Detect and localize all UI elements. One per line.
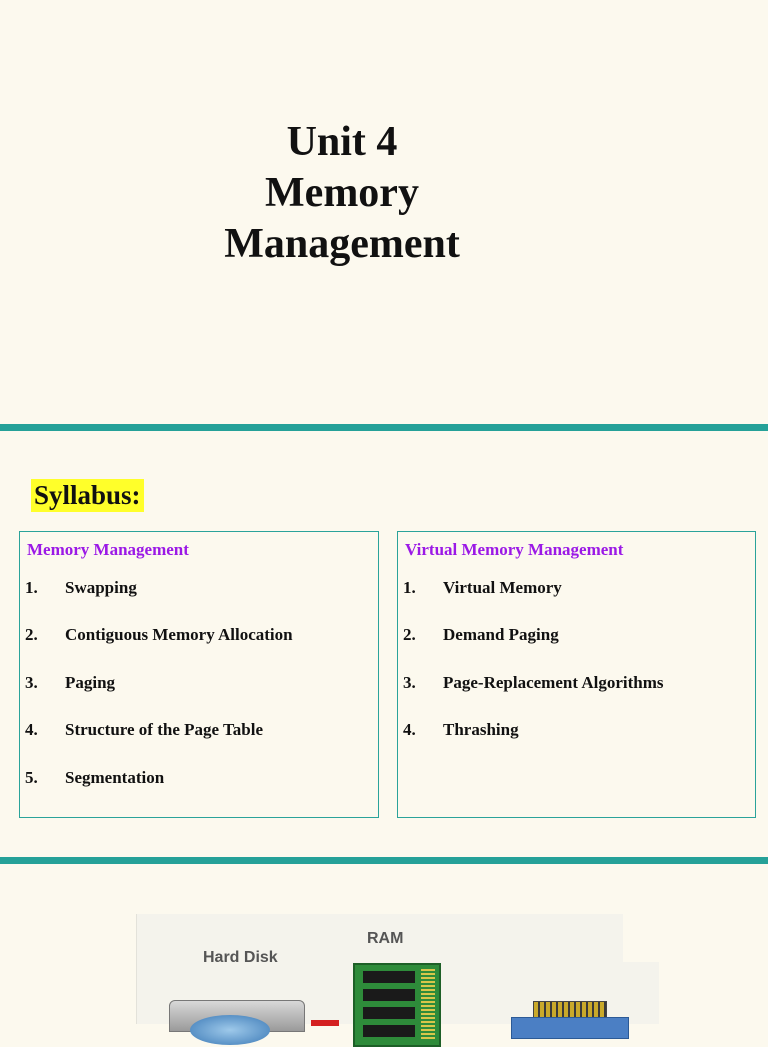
hard-disk-icon xyxy=(169,1000,305,1032)
ram-label: RAM xyxy=(367,930,404,947)
item-number: 4. xyxy=(403,720,416,740)
box-heading: Virtual Memory Management xyxy=(405,540,624,559)
hard-disk-label: Hard Disk xyxy=(203,949,278,966)
item-text: Page-Replacement Algorithms xyxy=(443,672,664,692)
item-text: Demand Paging xyxy=(443,625,559,645)
list-item xyxy=(25,625,378,672)
virtual-memory-management-box xyxy=(397,531,756,818)
list-item xyxy=(403,720,755,767)
item-number: 4. xyxy=(25,720,38,740)
title-line-3: Management xyxy=(224,221,460,267)
list-item xyxy=(403,578,755,625)
memory-hierarchy-diagram xyxy=(136,914,659,1024)
list-item xyxy=(25,768,378,815)
item-number: 1. xyxy=(403,578,416,597)
syllabus-slide xyxy=(0,431,768,857)
slide-title xyxy=(0,117,768,270)
title-line-2: Memory xyxy=(265,170,419,216)
item-number: 2. xyxy=(25,625,38,645)
item-number: 1. xyxy=(25,578,38,597)
box-heading: Memory Management xyxy=(27,540,189,559)
item-number: 3. xyxy=(25,672,38,692)
item-number: 2. xyxy=(403,625,416,645)
list-item xyxy=(25,578,378,625)
item-text: Structure of the Page Table xyxy=(65,720,264,740)
syllabus-heading: Syllabus: xyxy=(31,479,144,512)
title-slide xyxy=(0,0,768,424)
list-item xyxy=(403,625,755,672)
topic-list xyxy=(25,578,378,815)
item-text: Thrashing xyxy=(443,720,519,740)
arrow-icon xyxy=(311,1020,339,1026)
cpu-icon xyxy=(511,1017,629,1039)
item-number: 3. xyxy=(403,672,416,692)
title-line-1: Unit 4 xyxy=(286,119,398,165)
item-text: Contiguous Memory Allocation xyxy=(65,625,293,645)
ram-module-icon xyxy=(353,963,441,1047)
item-text: Virtual Memory xyxy=(443,578,562,597)
slide-divider xyxy=(0,857,768,864)
memory-diagram-slide xyxy=(0,864,768,1024)
list-item xyxy=(403,673,755,720)
list-item xyxy=(25,720,378,767)
item-text: Swapping xyxy=(65,578,137,597)
slide-divider xyxy=(0,424,768,431)
item-text: Segmentation xyxy=(65,767,165,787)
item-number: 5. xyxy=(25,767,38,787)
topic-list xyxy=(403,578,755,768)
item-text: Paging xyxy=(65,672,116,692)
memory-management-box xyxy=(19,531,379,818)
list-item xyxy=(25,673,378,720)
